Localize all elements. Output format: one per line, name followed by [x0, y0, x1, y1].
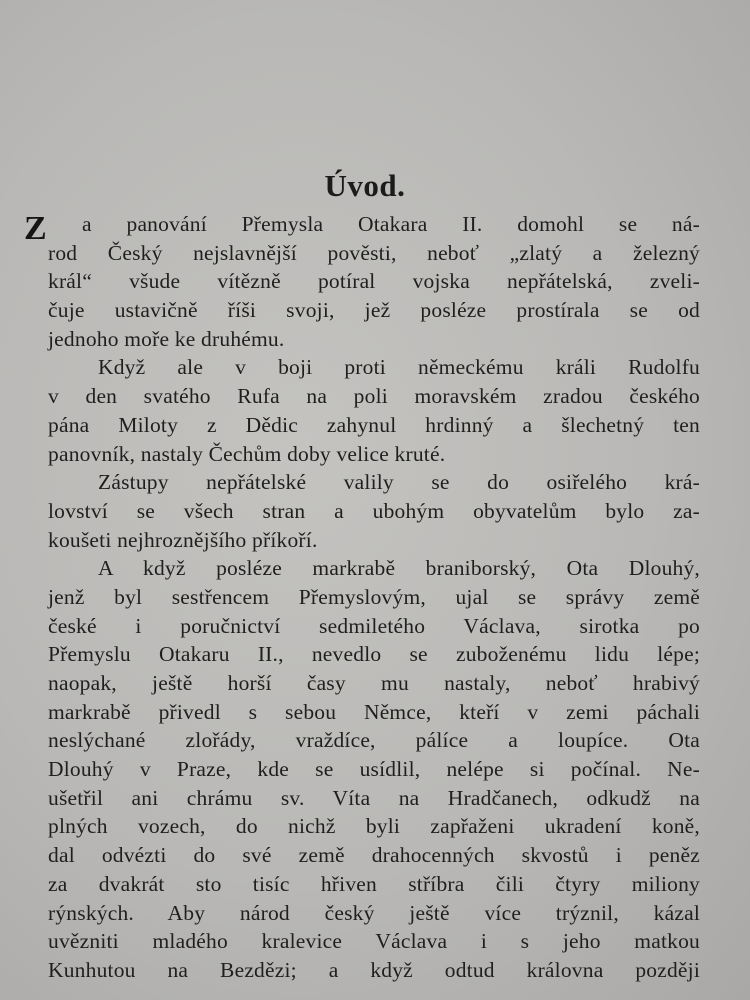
text-line: české i poručnictví sedmiletého Václava, sirotka po [48, 613, 700, 638]
text-line: v den svatého Rufa na poli moravském zradou českého [48, 384, 700, 409]
body-text [48, 210, 700, 985]
text-line: jednoho moře ke druhému. [48, 326, 285, 351]
text-line: Dlouhý v Praze, kde se usídlil, nelépe si počínal. Ne- [48, 757, 700, 782]
text-line: král“ všude vítězně potíral vojska nepřátelská, zveli- [48, 269, 700, 294]
text-line: rod Český nejslavnější pověsti, neboť „zlatý a železný [48, 240, 700, 265]
text-line: panovník, nastaly Čechům doby velice kruté. [48, 441, 446, 466]
text-line: naopak, ještě horší časy mu nastaly, neboť hrabivý [48, 671, 700, 695]
text-line: Přemyslu Otakaru II., nevedlo se zuboženému lidu lépe; [48, 642, 700, 667]
text-line: koušeti nejhroznějšího příkoří. [48, 527, 318, 552]
text-line: za dvakrát sto tisíc hřiven stříbra čili čtyry miliony [48, 871, 700, 896]
text-line: neslýchané zlořády, vraždíce, pálíce a loupíce. Ota [48, 728, 700, 753]
text-line: Zástupy nepřátelské valily se do osiřelého krá- [98, 470, 700, 495]
text-line: markrabě přivedl s sebou Němce, kteří v zemi páchali [48, 699, 700, 724]
drop-cap: Z [24, 210, 47, 247]
page-title: Úvod. [324, 168, 406, 203]
text-line: plných vozech, do nichž byli zapřaženi ukradení koně, [48, 814, 700, 839]
text-line: a panování Přemysla Otakara II. domohl se ná- [82, 212, 700, 236]
text-line: lovství se všech stran a ubohým obyvatelům bylo za- [48, 498, 700, 523]
text-line: rýnských. Aby národ český ještě více trýznil, kázal [48, 900, 700, 925]
text-line: jenž byl sestřencem Přemyslovým, ujal se správy země [48, 584, 700, 609]
text-line: A když posléze markrabě braniborský, Ota Dlouhý, [98, 556, 700, 581]
text-line: dal odvézti do své země drahocenných skvostů i peněz [48, 843, 700, 868]
text-line: Kunhutou na Bezdězi; a když odtud královna později [48, 957, 700, 982]
text-line: pána Miloty z Dědic zahynul hrdinný a šlechetný ten [48, 412, 700, 437]
text-line: ušetřil ani chrámu sv. Víta na Hradčanech, odkudž na [48, 785, 700, 810]
text-line: uvězniti mladého kralevice Václava i s jeho matkou [48, 929, 700, 954]
text-line: čuje ustavičně říši svoji, jež posléze prostírala se od [48, 298, 700, 323]
text-line: Když ale v boji proti německému králi Rudolfu [98, 355, 700, 380]
